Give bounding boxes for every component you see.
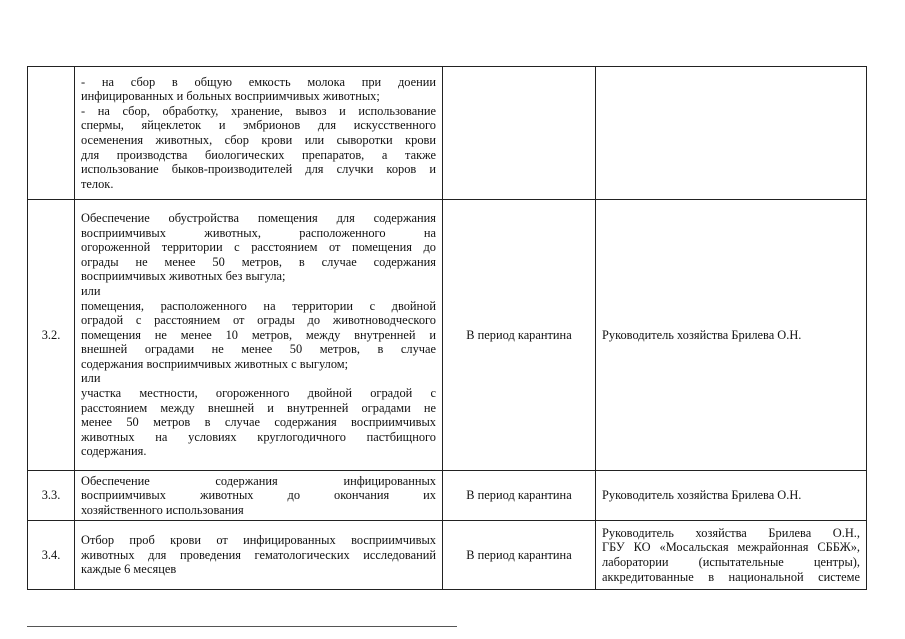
desc-line: внешней оградами не менее 50 метров, в случае xyxy=(81,342,436,357)
desc-line: Отбор проб крови от инфицированных восприимчивых xyxy=(81,533,436,548)
desc-line: каждые 6 месяцев xyxy=(81,562,177,577)
period-cell xyxy=(443,67,596,200)
desc-line: помещения, расположенного на территории с двойной xyxy=(81,298,436,313)
desc-line: животных на условиях круглогодичного пастбищного xyxy=(81,429,436,444)
desc-line: - на сбор в общую емкость молока при доении xyxy=(81,74,436,89)
desc-line: для производства биологических препаратов, а также xyxy=(81,147,436,162)
responsible-cell xyxy=(596,67,867,200)
desc-line: телок. xyxy=(81,176,114,191)
period-cell: В период карантина xyxy=(443,521,596,590)
resp-line: Руководитель хозяйства Брилева О.Н., xyxy=(602,525,860,540)
desc-line: осеменения животных, сбор крови или сыворотки крови xyxy=(81,133,436,147)
desc-line: оградой с расстоянием от ограды до животноводческого xyxy=(81,313,436,328)
period-cell: В период карантина xyxy=(443,471,596,521)
desc-line: Обеспечение обустройства помещения для содержания xyxy=(81,210,436,225)
row-number xyxy=(28,67,75,200)
responsible-cell: Руководитель хозяйства Брилева О.Н. xyxy=(596,471,867,521)
desc-line: использование быков-производителей для случки коров и xyxy=(81,162,436,177)
desc-line: инфицированных и больных восприимчивых животных; xyxy=(81,89,380,104)
desc-line: или xyxy=(81,371,101,386)
measure-description xyxy=(75,200,443,471)
resp-line: аккредитованные в национальной системе xyxy=(602,569,860,584)
desc-line: спермы, яйцеклеток и эмбрионов для искусственного xyxy=(81,118,436,133)
desc-line: восприимчивых животных без выгула; xyxy=(81,269,286,284)
measure-description xyxy=(75,521,443,590)
table-row xyxy=(28,471,867,521)
responsible-cell: Руководитель хозяйства Брилева О.Н. xyxy=(596,200,867,471)
measure-description xyxy=(75,471,443,521)
resp-line: ГБУ КО «Мосальская межрайонная СББЖ», xyxy=(602,540,860,555)
measure-description xyxy=(75,67,443,200)
desc-line: хозяйственного использования xyxy=(81,502,244,517)
desc-line: животных для проведения гематологических исследований xyxy=(81,547,436,562)
row-number: 3.4. xyxy=(28,521,75,590)
desc-line: огороженной территории с расстоянием от помещения до xyxy=(81,240,436,255)
row-number: 3.2. xyxy=(28,200,75,471)
desc-line: участка местности, огороженного двойной оградой с xyxy=(81,386,436,401)
desc-line: - на сбор, обработку, хранение, вывоз и использование xyxy=(81,103,436,118)
table-row xyxy=(28,67,867,200)
desc-line: или xyxy=(81,283,101,298)
table-row xyxy=(28,521,867,590)
period-cell: В период карантина xyxy=(443,200,596,471)
desc-line: содержания восприимчивых животных с выгулом; xyxy=(81,356,349,371)
desc-line: ограды не менее 50 метров, в случае содержания xyxy=(81,254,436,269)
desc-line: менее 50 метров в случае содержания восприимчивых xyxy=(81,415,436,430)
table-row xyxy=(28,200,867,471)
measures-table xyxy=(27,66,867,590)
desc-line: помещения не менее 10 метров, между внутренней и xyxy=(81,327,436,342)
responsible-cell xyxy=(596,521,867,590)
desc-line: восприимчивых животных до окончания их xyxy=(81,488,436,503)
desc-line: Обеспечение содержания инфицированных xyxy=(81,473,436,488)
page-bottom-rule xyxy=(27,626,457,627)
resp-line: лаборатории (испытательные центры), xyxy=(602,555,860,569)
row-number: 3.3. xyxy=(28,471,75,521)
desc-line: расстоянием между внешней и внутренней оградами не xyxy=(81,400,436,415)
desc-line: содержания. xyxy=(81,444,147,459)
desc-line: восприимчивых животных, расположенного на xyxy=(81,225,436,240)
